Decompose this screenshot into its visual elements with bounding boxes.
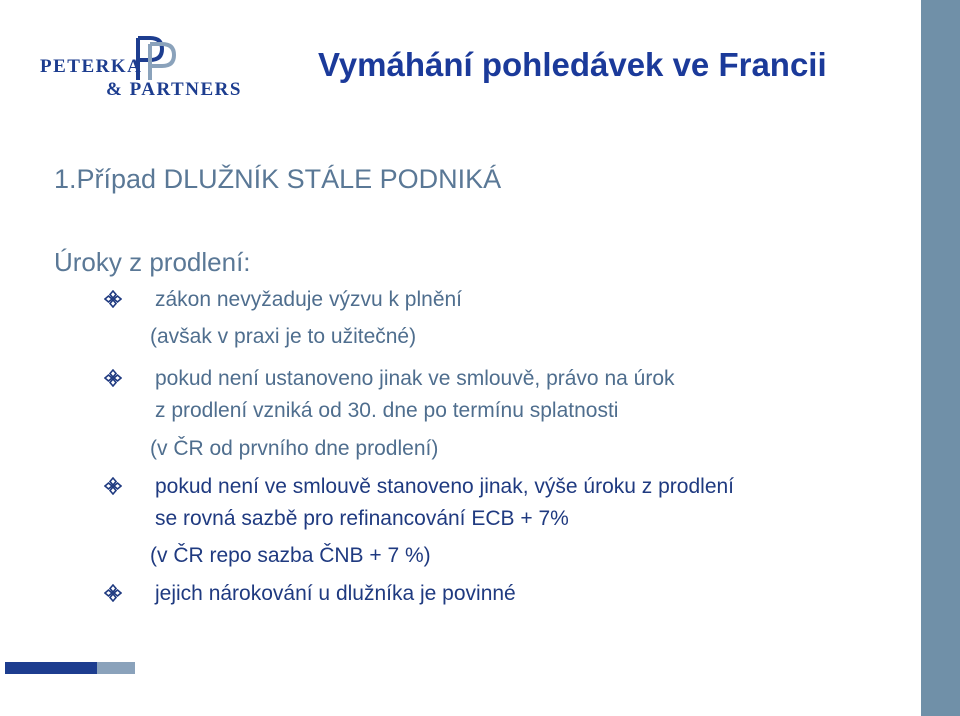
content-line: pokud není ve smlouvě stanoveno jinak, výše úroku z prodlení: [155, 475, 735, 498]
content-line: z prodlení vzniká od 30. dne po termínu splatnosti: [155, 399, 619, 422]
section-heading: Úroky z prodlení:: [54, 247, 251, 277]
footer-stripe-light: [97, 662, 135, 674]
content-line: (avšak v praxi je to užitečné): [150, 325, 417, 348]
content-line: (v ČR od prvního dne prodlení): [150, 437, 439, 460]
diamond-bullet-icon: [104, 584, 122, 602]
content-line: se rovná sazbě pro refinancování ECB + 7%: [155, 507, 569, 530]
diamond-bullet-icon: [104, 290, 122, 308]
diamond-bullet-icon: [104, 477, 122, 495]
footer-stripe-dark: [5, 662, 97, 674]
logo-text-peterka: PETERKA: [40, 56, 143, 77]
slide-title: Vymáhání pohledávek ve Francii: [318, 46, 827, 83]
content-line: (v ČR repo sazba ČNB + 7 %): [150, 544, 431, 567]
content-line: jejich nárokování u dlužníka je povinné: [155, 582, 516, 605]
slide-subtitle: 1.Případ DLUŽNÍK STÁLE PODNIKÁ: [54, 164, 502, 194]
content-line: pokud není ustanoveno jinak ve smlouvě, právo na úrok: [155, 367, 675, 390]
logo-text-partners: & PARTNERS: [106, 79, 242, 100]
right-decorative-bar: [921, 0, 960, 716]
content-line: zákon nevyžaduje výzvu k plnění: [155, 288, 463, 311]
diamond-bullet-icon: [104, 369, 122, 387]
company-logo: [40, 36, 280, 100]
